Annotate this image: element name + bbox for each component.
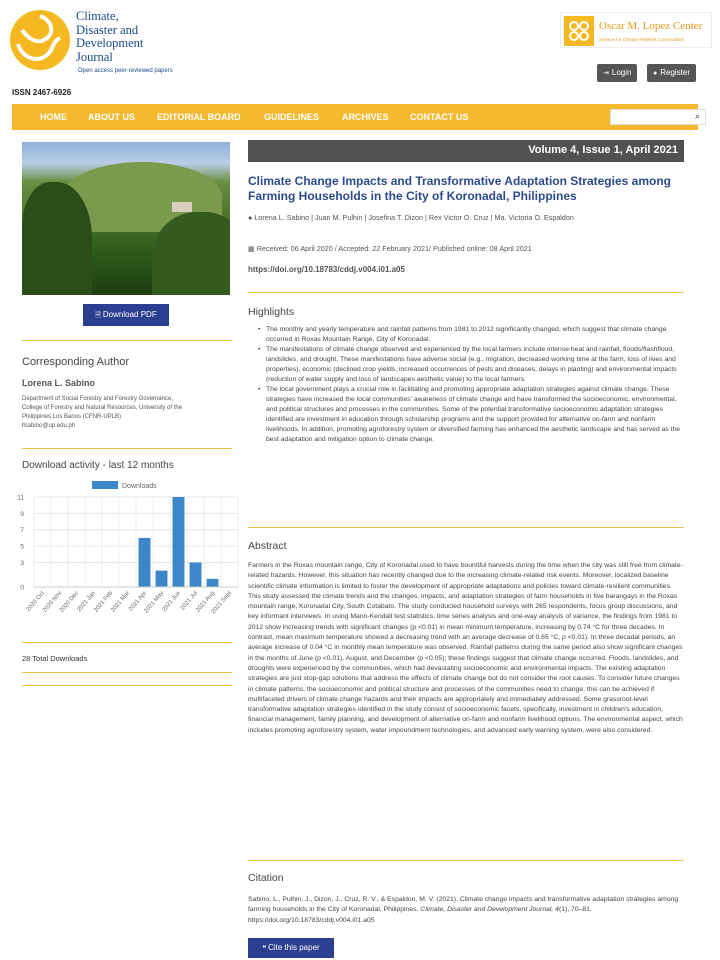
citation-text: Sabino, L., Pulhin, J., Dizon, J., Cruz, R. V., & Espaldon, M. V. (2021). Climate change impacts and transformative adaptation strategies among farming households in the City of Koronadal, Philippines. Climate, Disaster and Development Journal, 4(1), 70–81. https://doi.org/10.18783/cddj.v004.i01.a05	[248, 896, 679, 924]
bar	[173, 497, 185, 587]
login-icon: ⇥	[603, 70, 609, 77]
bar	[139, 538, 151, 587]
y-tick-label: 5	[20, 543, 24, 551]
search-icon[interactable]: ⌕	[694, 111, 700, 121]
y-tick-label: 7	[20, 527, 24, 535]
x-tick-label: 2021 Jul	[179, 590, 200, 612]
x-tick-label: 2021 Feb	[93, 590, 115, 614]
partner-logo-icon	[564, 16, 594, 46]
x-tick-label: 2021 Mar	[110, 590, 132, 614]
x-tick-label: 2021 May	[143, 590, 166, 615]
article-cover-image	[22, 142, 230, 295]
bar	[207, 579, 219, 587]
x-tick-label: 2021 Aug	[195, 590, 217, 614]
divider	[22, 448, 232, 449]
volume-bar	[248, 140, 684, 162]
nav-editorial-board[interactable]: EDITORIAL BOARD	[157, 112, 241, 122]
author-link[interactable]: Juan M. Pulhin	[314, 213, 363, 222]
divider	[248, 527, 684, 528]
nav-home[interactable]: HOME	[40, 112, 67, 122]
sun-swirl-logo-icon	[8, 8, 72, 72]
partner-logo[interactable]	[560, 12, 712, 48]
x-tick-label: 2021 Sept	[210, 590, 234, 616]
list-item: • The manifestations of climate change observed and experienced by the local farmers include intense heat and rainfall, floods/flashflood, landslides, and drought. These manifestations have adverse social (e.g., migration, decreased working time at the farm, loss of lives and properties), economic (declined crop yields, increased occurrences of pests and diseases, delays in planting) and environmental impacts (reduction of water supply and loss of landscapes aesthetic value) to the local farmers.	[258, 345, 686, 385]
x-tick-label: 2021 Jun	[161, 590, 183, 614]
volume-issue: Volume 4, Issue 1, April 2021	[528, 144, 678, 156]
y-tick-label: 9	[20, 510, 24, 518]
divider	[22, 685, 232, 686]
author-link[interactable]: Ma. Victoria O. Espaldon	[494, 213, 574, 222]
total-downloads: 28 Total Downloads	[22, 654, 88, 663]
nav-contact-us[interactable]: CONTACT US	[410, 112, 469, 122]
site-header	[0, 0, 720, 100]
bar	[156, 571, 168, 587]
divider	[22, 340, 232, 341]
corresponding-author-heading: Corresponding Author	[22, 356, 130, 368]
nav-about-us[interactable]: ABOUT US	[88, 112, 135, 122]
list-item: • The local government plays a crucial role in facilitating and promoting appropriate adaptation strategies against climate change. These strategies have increased the local communities' awareness of climate change and have transformed the socioeconomic, environmental, and political structures and processes in the communities. Some of the potential transformative socioeconomic adaptation strategies identified are investment in education through scholarship programs and the support provided for alternative on-farm and nonfarm livelihoods. In addition, promoting agroforestry system or diversified farming has enhanced the aesthetic landscape and has served as the best adaptation and mitigation option to climate change.	[258, 385, 686, 445]
divider	[22, 642, 232, 643]
divider	[248, 860, 684, 861]
abstract-text: Farmers in the Roxas mountain range, City of Koronadal used to have bountiful harvests during the time when the city was still free from climate-related hazards. However, this situation has recently changed due to the increasing climate-related risk events. Moreover, localized baseline scientific climate information is limited to foster the development of appropriate adaptations and policies toward climate-resilient communities. This study assessed the climate trends and the changes, impacts, and adaptation strategies of farm households in five barangays in the Roxas mountain range, Koronadal City, South Cotabato. The study conducted household surveys with 265 respondents, focus group discussions, and key informant interviews. In using Mann-Kendall test statistics, time series analysis and one-way analysis of variance, the findings from 1981 to 2012 show increasing trends with significant changes (p <0.01) in mean minimum temperature, increasing by 0.74 °C for three decades. In contrast, mean maximum temperature showed a decreasing trend with an average decrease of 0.65 °C, p <0.01). In three decadal periods, an average increase of 0.04 °C in monthly mean temperature was observed. Rainfall patterns during the same period also show significant changes in the months of June (p <0.01), August, and December (p <0.05); these findings suggest that climate change occurred. Floods, landslides, and droughts were experienced by the communities, which had devastating socioeconomic and environmental impacts. The existing adaptation strategies are just stop-gap solutions that address the effects of climate change but do not consider the root causes. To consider future changes in climate patterns, the socioeconomic and political structure and processes of the communities need to change; this can be achieved if multifaceted drivers of climate change hazards and their impacts are appropriately and immediately addressed. Some grassroot-level transformative adaptation strategies identified in the study consist of socioeconomic facets, specifically, investment in children's education, financial management, family planning, and development of alternative on-farm and nonfarm livelihood options. The environmental aspect, which includes promoting agroforestry system, water impoundment technologies, and advanced early warning system, were also considered.	[248, 562, 683, 734]
calendar-icon: ▦	[248, 244, 255, 253]
search-input[interactable]	[610, 109, 706, 125]
highlights-heading: Highlights	[248, 306, 295, 318]
author-link[interactable]: Rex Victor O. Cruz	[428, 213, 489, 222]
issn-label: ISSN 2467-6926	[12, 88, 72, 97]
author-email-link[interactable]: llsabino@up.edu.ph	[22, 423, 76, 429]
y-tick-label: 11	[17, 494, 24, 502]
bar	[190, 562, 202, 587]
user-icon: ●	[653, 70, 658, 77]
author-link[interactable]: Lorena L. Sabino	[254, 213, 310, 222]
login-button[interactable]: ⇥ Login	[597, 64, 637, 82]
download-activity-heading: Download activity - last 12 months	[22, 460, 174, 471]
y-tick-label: 0	[20, 584, 24, 592]
file-pdf-icon: 🗎	[95, 312, 101, 319]
user-icon: ●	[248, 213, 253, 222]
x-tick-label: 2020 Nov	[41, 590, 64, 614]
divider	[22, 672, 232, 673]
author-link[interactable]: Josefina T. Dizon	[368, 213, 423, 222]
x-tick-label: 2020 Oct	[25, 590, 47, 613]
journal-logo[interactable]	[8, 8, 72, 72]
corresponding-author-affiliation: Department of Social Forestry and Forestry Governance, College of Forestry and Natural Resources, University of the Philippines Los Banos (CFNR-UPLB) llsabino@up.edu.ph	[22, 395, 232, 431]
journal-subtitle: Open access peer-reviewed papers	[78, 68, 173, 74]
abstract-heading: Abstract	[248, 540, 287, 552]
doi-link[interactable]: https://doi.org/10.18783/cddj.v004.i01.a05	[248, 265, 405, 274]
highlights-list	[258, 325, 686, 445]
x-tick-label: 2021 Jan	[76, 590, 98, 614]
article-title: Climate Change Impacts and Transformative Adaptation Strategies among Farming Households in the City of Koronadal, Philippines	[248, 174, 671, 203]
main-nav	[12, 104, 698, 130]
legend-label: Downloads	[122, 483, 157, 490]
quote-icon: ❝	[262, 945, 267, 952]
author-list: ● Lorena L. Sabino | Juan M. Pulhin | Josefina T. Dizon | Rex Victor O. Cruz | Ma. Victoria O. Espaldon	[248, 213, 574, 222]
x-tick-label: 2020 Dec	[58, 590, 81, 614]
partner-tagline: Science for Climate Resilient Communities	[599, 37, 685, 42]
register-button[interactable]: ● Register	[647, 64, 696, 82]
nav-guidelines[interactable]: GUIDELINES	[264, 112, 320, 122]
cite-this-paper-button[interactable]: ❝ Cite this paper	[248, 938, 334, 958]
nav-archives[interactable]: ARCHIVES	[342, 112, 389, 122]
y-tick-label: 3	[20, 559, 24, 567]
divider	[248, 292, 684, 293]
partner-name: Oscar M. Lopez Center	[599, 20, 703, 32]
x-tick-label: 2021 Apr	[127, 590, 149, 613]
journal-title[interactable]: Climate, Disaster and Development Journal	[76, 9, 144, 64]
article-dates: ▦ Received: 06 April 2020 / Accepted: 22 February 2021/ Published online: 08 April 2021	[248, 244, 532, 253]
citation-heading: Citation	[248, 872, 284, 884]
corresponding-author-name: Lorena L. Sabino	[22, 378, 96, 388]
legend-swatch	[92, 481, 118, 489]
list-item: • The monthly and yearly temperature and rainfall patterns from 1981 to 2012 significantly changed, which suggest that climate change occurred in Roxas Mountain Range, City of Koronadal.	[258, 325, 686, 345]
download-activity-chart	[10, 475, 242, 625]
download-pdf-button[interactable]: 🗎 Download PDF	[83, 304, 169, 326]
